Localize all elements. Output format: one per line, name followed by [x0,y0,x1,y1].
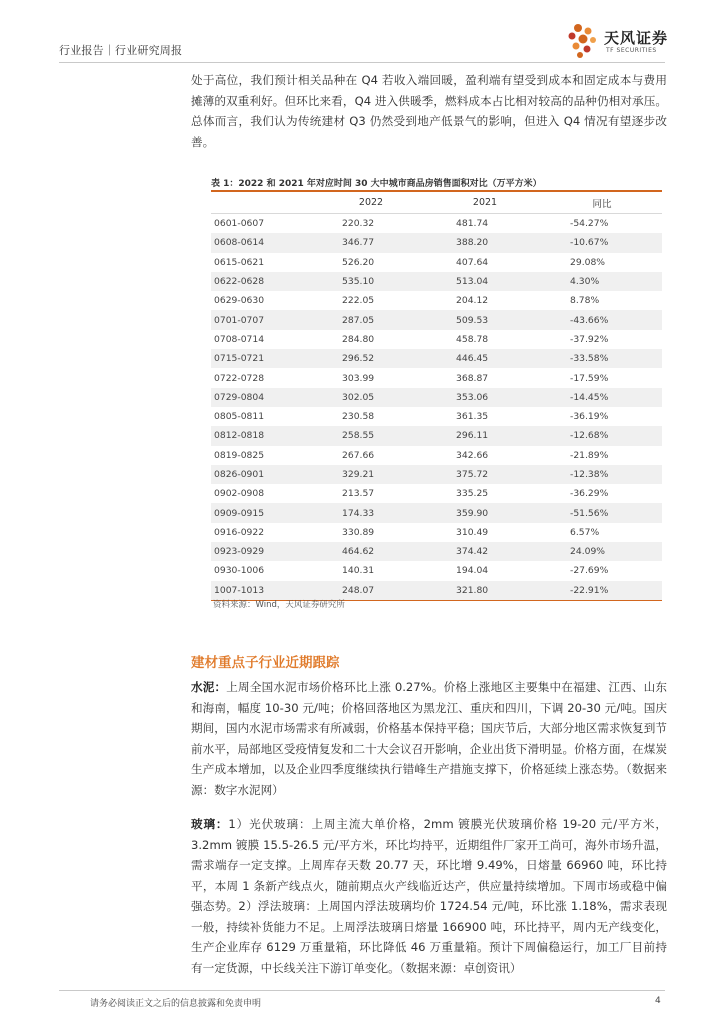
yoy-cell: -54.27% [570,218,609,230]
period-cell: 0722-0728 [214,372,265,384]
value-cell: 346.77 [314,233,428,252]
footer-divider [59,990,665,991]
glass-lead: 玻璃： [191,817,229,831]
yoy-cell: -43.66% [542,310,662,329]
cement-lead: 水泥： [191,680,227,694]
value-cell: 194.04 [456,565,489,577]
period-cell: 0715-0721 [211,349,314,368]
brand-name: 天风证券 [604,29,669,47]
value-cell: 481.74 [456,218,489,230]
yoy-cell: 29.08% [570,256,606,268]
yoy-cell: 4.30% [542,272,662,291]
yoy-cell: -37.92% [570,333,609,345]
table-header-cell [211,192,314,214]
glass-text: 1）光伏玻璃：上周主流大单价格，2mm 镀膜光伏玻璃价格 19-20 元/平方米，3.2mm 镀膜 15.5-26.5 元/平方米，环比均持平，近期组件厂家开工尚可，海外市场升温，需求端存一定支撑。上周库存天数 20.77 天，环比增 9.49%，日熔量 66960 吨，环比持平，本周 1 条新产线点火，随前期点火产线临近达产，供应量持续增加。下周市场或稳中偏强态势。2）浮法玻璃：上周国内浮法玻璃均价 1724.54 元/吨，环比涨 1.18%，需求表现一般，持续补货能力不足。上周浮法玻璃日熔量 166900 吨，环比持平，周内无产线变化，生产企业库存 6129 万重量箱，环比降低 46 万重量箱。预计下周偏稳运行，加工厂目前持有一定货源，中长线关注下游订单变化。（数据来源：卓创资讯） [191,817,667,975]
period-cell: 0608-0614 [211,233,314,252]
period-cell: 0819-0825 [214,449,265,461]
brand-logo-icon [566,22,600,60]
period-cell: 0916-0922 [214,526,265,538]
table-row [211,291,662,310]
value-cell: 296.11 [428,426,542,445]
yoy-cell: -17.59% [570,372,609,384]
table-row [211,310,662,329]
intro-paragraph: 处于高位，我们预计相关品种在 Q4 若收入端回暖，盈利端有望受到成本和固定成本与费用摊薄的双重利好。但环比来看，Q4 进入供暖季，燃料成本占比相对较高的品种仍相对承压。总体而言，我们认为传统建材 Q3 仍然受到地产低景气的影响，但进入 Q4 情况有望逐步改善。 [191,73,667,149]
period-cell: 0629-0630 [214,295,265,307]
report-category: 行业报告｜行业研究周报 [59,44,183,57]
table-row [211,272,662,291]
yoy-cell: 6.57% [570,526,600,538]
value-cell: 446.45 [428,349,542,368]
table-row [211,330,662,349]
yoy-cell: -12.38% [542,465,662,484]
value-cell: 302.05 [314,388,428,407]
cement-paragraph [191,677,667,800]
value-cell: 267.66 [342,449,375,461]
table-row [211,233,662,252]
footer-disclaimer: 请务必阅读正文之后的信息披露和免责申明 [90,999,262,1009]
value-cell: 359.90 [428,503,542,522]
value-cell: 213.57 [342,488,375,500]
section-title: 建材重点子行业近期跟踪 [191,655,340,671]
yoy-cell: -27.69% [570,565,609,577]
table-header-cell: 2021 [428,192,542,214]
table-caption: 表 1：2022 和 2021 年对应时间 30 大中城市商品房销售面积对比（万平方米） [211,179,542,189]
period-cell: 0909-0915 [211,503,314,522]
period-cell: 0622-0628 [211,272,314,291]
value-cell: 222.05 [342,295,375,307]
yoy-cell: 24.09% [542,542,662,561]
table-row [211,465,662,484]
table-header-row [211,192,662,214]
period-cell: 0701-0707 [211,310,314,329]
value-cell: 407.64 [456,256,489,268]
value-cell: 296.52 [314,349,428,368]
period-cell: 0930-1006 [214,565,265,577]
value-cell: 204.12 [456,295,489,307]
value-cell: 303.99 [342,372,375,384]
brand-subtitle: TF SECURITIES [606,47,657,54]
value-cell: 375.72 [428,465,542,484]
value-cell: 258.55 [314,426,428,445]
value-cell: 335.25 [456,488,489,500]
value-cell: 353.06 [428,388,542,407]
table-row [211,484,662,503]
value-cell: 464.62 [314,542,428,561]
period-cell: 0805-0811 [214,411,265,423]
table-row [211,426,662,445]
yoy-cell: -14.45% [542,388,662,407]
value-cell: 374.42 [428,542,542,561]
value-cell: 458.78 [456,333,489,345]
table-row [211,388,662,407]
table-body [211,214,662,601]
table-row [211,407,662,426]
value-cell: 513.04 [428,272,542,291]
value-cell: 388.20 [428,233,542,252]
value-cell: 174.33 [314,503,428,522]
table-source: 资料来源：Wind，天风证券研究所 [213,600,345,610]
period-cell: 0601-0607 [214,218,265,230]
page-number: 4 [655,996,661,1006]
table-header-cell: 2022 [314,192,428,214]
value-cell: 248.07 [314,581,428,601]
table-row [211,446,662,465]
brand-logo [566,22,676,64]
value-cell: 287.05 [314,310,428,329]
value-cell: 220.32 [342,218,375,230]
yoy-cell: -21.89% [570,449,609,461]
table-header-cell: 同比 [542,192,662,214]
glass-paragraph [191,814,667,978]
period-cell: 0615-0621 [214,256,265,268]
value-cell: 330.89 [342,526,375,538]
value-cell: 321.80 [428,581,542,601]
yoy-cell: -36.19% [570,411,609,423]
yoy-cell: -36.29% [570,488,609,500]
yoy-cell: -22.91% [542,581,662,601]
table-row [211,503,662,522]
table-row [211,214,662,234]
table-row [211,561,662,580]
value-cell: 230.58 [342,411,375,423]
period-cell: 0812-0818 [211,426,314,445]
period-cell: 0729-0804 [211,388,314,407]
value-cell: 535.10 [314,272,428,291]
yoy-cell: 8.78% [570,295,600,307]
value-cell: 284.80 [342,333,375,345]
table-row [211,349,662,368]
yoy-cell: -33.58% [542,349,662,368]
table-row [211,542,662,561]
cement-text: 上周全国水泥市场价格环比上涨 0.27%。价格上涨地区主要集中在福建、江西、山东和海南，幅度 10-30 元/吨；价格回落地区为黑龙江、重庆和四川，下调 20-30 元/吨。国庆期间，国内水泥市场需求有所减弱，价格基本保持平稳；国庆节后，大部分地区需求恢复到节前水平，局部地区受疫情复发和二十大会议召开影响，企业出货下滑明显。价格方面，在煤炭生产成本增加，以及企业四季度继续执行错峰生产措施支撑下，价格延续上涨态势。（数据来源：数字水泥网） [191,680,667,797]
yoy-cell: -51.56% [542,503,662,522]
value-cell: 368.87 [456,372,489,384]
period-cell: 0826-0901 [211,465,314,484]
yoy-cell: -12.68% [542,426,662,445]
value-cell: 329.21 [314,465,428,484]
table-row [211,523,662,542]
value-cell: 310.49 [456,526,489,538]
sales-area-table [211,192,662,601]
yoy-cell: -10.67% [542,233,662,252]
period-cell: 0902-0908 [214,488,265,500]
value-cell: 361.35 [456,411,489,423]
header-divider [59,62,665,63]
value-cell: 140.31 [342,565,375,577]
table-row [211,253,662,272]
table-row [211,368,662,387]
period-cell: 0708-0714 [214,333,265,345]
value-cell: 342.66 [456,449,489,461]
value-cell: 509.53 [428,310,542,329]
period-cell: 1007-1013 [211,581,314,601]
period-cell: 0923-0929 [211,542,314,561]
value-cell: 526.20 [342,256,375,268]
